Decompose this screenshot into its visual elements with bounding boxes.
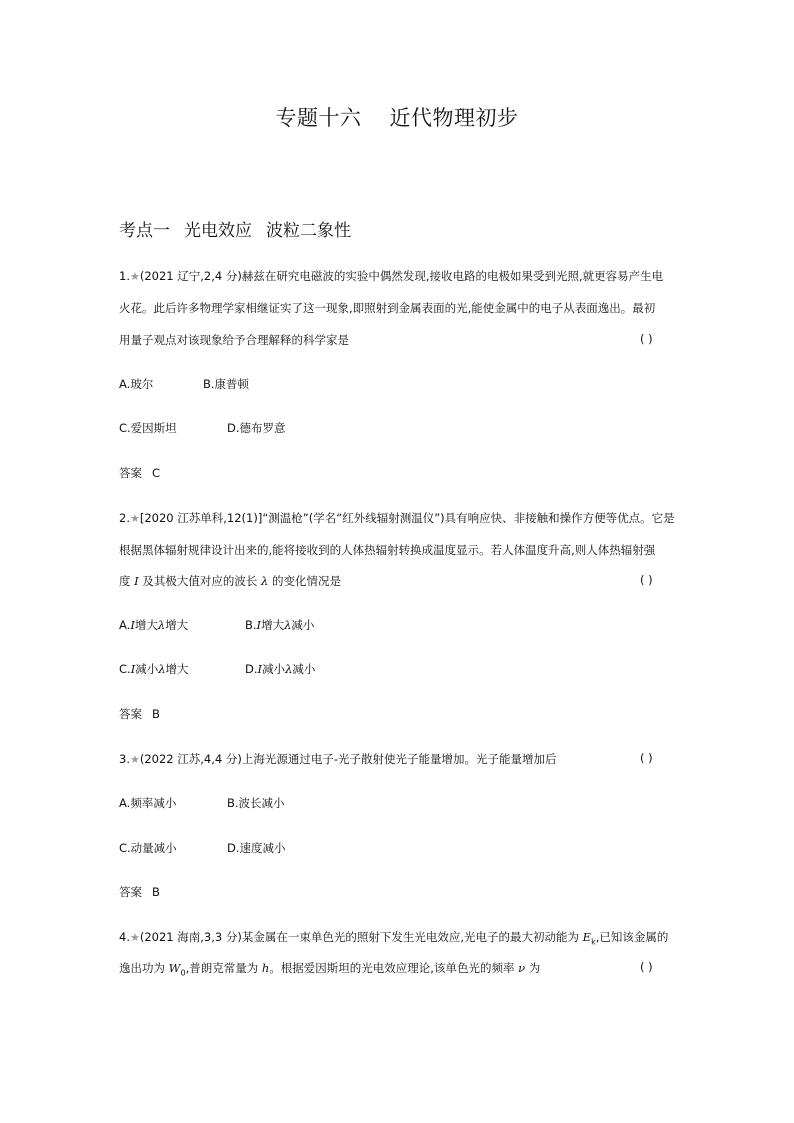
q1-option-b: B.康普顿 bbox=[203, 377, 250, 391]
star-icon: ★ bbox=[129, 931, 140, 944]
q1-option-a: A.玻尔 bbox=[119, 377, 154, 391]
option-text: 增大 bbox=[165, 662, 189, 676]
option-letter: D. bbox=[245, 662, 258, 676]
q4-line-1 bbox=[119, 929, 668, 946]
wavelength-symbol: λ bbox=[158, 662, 166, 676]
option-text: 减小 bbox=[291, 618, 315, 632]
option-text: 减小 bbox=[292, 662, 316, 676]
q2-line-1 bbox=[119, 510, 675, 526]
q1-text-1: (2021 辽宁,2,4 分)赫兹在研究电磁波的实验中偶然发现,接收电路的电极如果受到光照,就更容易产生电 bbox=[139, 269, 664, 283]
q3-option-d: D.速度减小 bbox=[227, 841, 286, 855]
q3-answer-value: B bbox=[152, 885, 160, 899]
section-part3: 波粒二象性 bbox=[266, 221, 351, 241]
planck-symbol: h bbox=[261, 961, 270, 975]
answer-label: 答案 bbox=[119, 466, 142, 480]
option-text: 增大 bbox=[261, 618, 285, 632]
star-icon: ★ bbox=[129, 512, 140, 525]
wavelength-symbol: λ bbox=[261, 574, 269, 588]
q4-line-2 bbox=[119, 960, 540, 977]
q4-text-1b: ,已知该金属的 bbox=[595, 930, 669, 944]
q1-answer-value: C bbox=[152, 466, 161, 480]
q1-answer bbox=[119, 465, 160, 481]
q4-number: 4. bbox=[119, 930, 130, 944]
star-icon: ★ bbox=[129, 753, 140, 766]
q3-line-1 bbox=[119, 751, 557, 767]
option-letter: A. bbox=[119, 618, 131, 632]
intensity-symbol: I bbox=[256, 618, 262, 632]
q2-text-3a: 度 bbox=[119, 574, 135, 588]
q3-text-1: (2022 江苏,4,4 分)上海光源通过电子-光子散射使光子能量增加。光子能量增加后 bbox=[139, 752, 557, 766]
option-text: 减小 bbox=[262, 662, 286, 676]
q4-text-2d: 为 bbox=[525, 961, 541, 975]
kinetic-energy-symbol: E bbox=[582, 930, 592, 944]
q1-answer-blank: ( ) bbox=[640, 332, 653, 346]
q2-answer bbox=[119, 706, 160, 722]
q1-line-1 bbox=[119, 268, 663, 284]
q1-number: 1. bbox=[119, 269, 130, 283]
work-function-subscript: 0 bbox=[180, 968, 186, 978]
q1-option-c: C.爱因斯坦 bbox=[119, 421, 177, 435]
option-text: 增大 bbox=[165, 618, 189, 632]
answer-label: 答案 bbox=[119, 885, 142, 899]
q2-text-3b: 及其极大值对应的波长 bbox=[138, 574, 262, 588]
intensity-symbol: I bbox=[257, 662, 263, 676]
q3-option-a: A.频率减小 bbox=[119, 796, 177, 810]
q2-line-2: 根据黑体辐射规律设计出来的,能将接收到的人体热辐射转换成温度显示。若人体温度升高,则人体热辐射强 bbox=[119, 543, 656, 557]
intensity-symbol: I bbox=[130, 662, 136, 676]
q3-answer bbox=[119, 884, 160, 900]
kinetic-energy-subscript: k bbox=[591, 937, 596, 947]
q3-number: 3. bbox=[119, 752, 130, 766]
page-title bbox=[0, 102, 794, 132]
q2-line-3 bbox=[119, 573, 341, 589]
title-part2: 近代物理初步 bbox=[389, 106, 519, 130]
option-letter: C. bbox=[119, 662, 131, 676]
intensity-symbol: I bbox=[134, 574, 139, 588]
option-text: 减小 bbox=[135, 662, 159, 676]
section-part1: 考点一 bbox=[119, 221, 170, 241]
q4-text-1a: (2021 海南,3,3 分)某金属在一束单色光的照射下发生光电效应,光电子的最大初动能为 bbox=[139, 930, 583, 944]
q3-answer-blank: ( ) bbox=[640, 751, 653, 765]
q1-line-3: 用量子观点对该现象给予合理解释的科学家是 bbox=[119, 333, 349, 347]
q4-text-2c: 。根据爱因斯坦的光电效应理论,该单色光的频率 bbox=[269, 961, 519, 975]
answer-label: 答案 bbox=[119, 707, 142, 721]
q2-option-b bbox=[245, 617, 314, 633]
section-heading bbox=[119, 216, 351, 241]
wavelength-symbol: λ bbox=[157, 618, 166, 632]
q4-text-2a: 逸出功为 bbox=[119, 961, 169, 975]
q1-option-d: D.德布罗意 bbox=[227, 421, 286, 435]
q2-option-d bbox=[245, 661, 315, 677]
q2-number: 2. bbox=[119, 511, 130, 525]
q4-text-2b: ,普朗克常量为 bbox=[185, 961, 262, 975]
q3-option-b: B.波长减小 bbox=[227, 796, 285, 810]
q3-option-c: C.动量减小 bbox=[119, 841, 177, 855]
section-part2: 光电效应 bbox=[184, 221, 252, 241]
star-icon: ★ bbox=[129, 270, 140, 283]
q2-answer-value: B bbox=[152, 707, 160, 721]
q4-answer-blank: ( ) bbox=[640, 960, 653, 974]
title-part1: 专题十六 bbox=[275, 106, 362, 130]
q2-text-1: [2020 江苏单科,12(1)]“测温枪”(学名“红外线辐射测温仪”)具有响应快、非接触和操作方便等优点。它是 bbox=[139, 511, 675, 525]
q2-option-a bbox=[119, 617, 188, 633]
q2-option-c bbox=[119, 661, 189, 677]
frequency-symbol: ν bbox=[518, 961, 526, 975]
work-function-symbol: W bbox=[168, 961, 181, 975]
q1-line-2: 火花。此后许多物理学家相继证实了这一现象,即照射到金属表面的光,能使金属中的电子从表面逸出。最初 bbox=[119, 301, 656, 315]
q2-answer-blank: ( ) bbox=[640, 573, 653, 587]
option-letter: B. bbox=[245, 618, 257, 632]
wavelength-symbol: λ bbox=[285, 662, 293, 676]
q2-text-3c: 的变化情况是 bbox=[268, 574, 341, 588]
option-text: 增大 bbox=[134, 618, 158, 632]
wavelength-symbol: λ bbox=[284, 618, 292, 632]
intensity-symbol: I bbox=[130, 618, 135, 632]
